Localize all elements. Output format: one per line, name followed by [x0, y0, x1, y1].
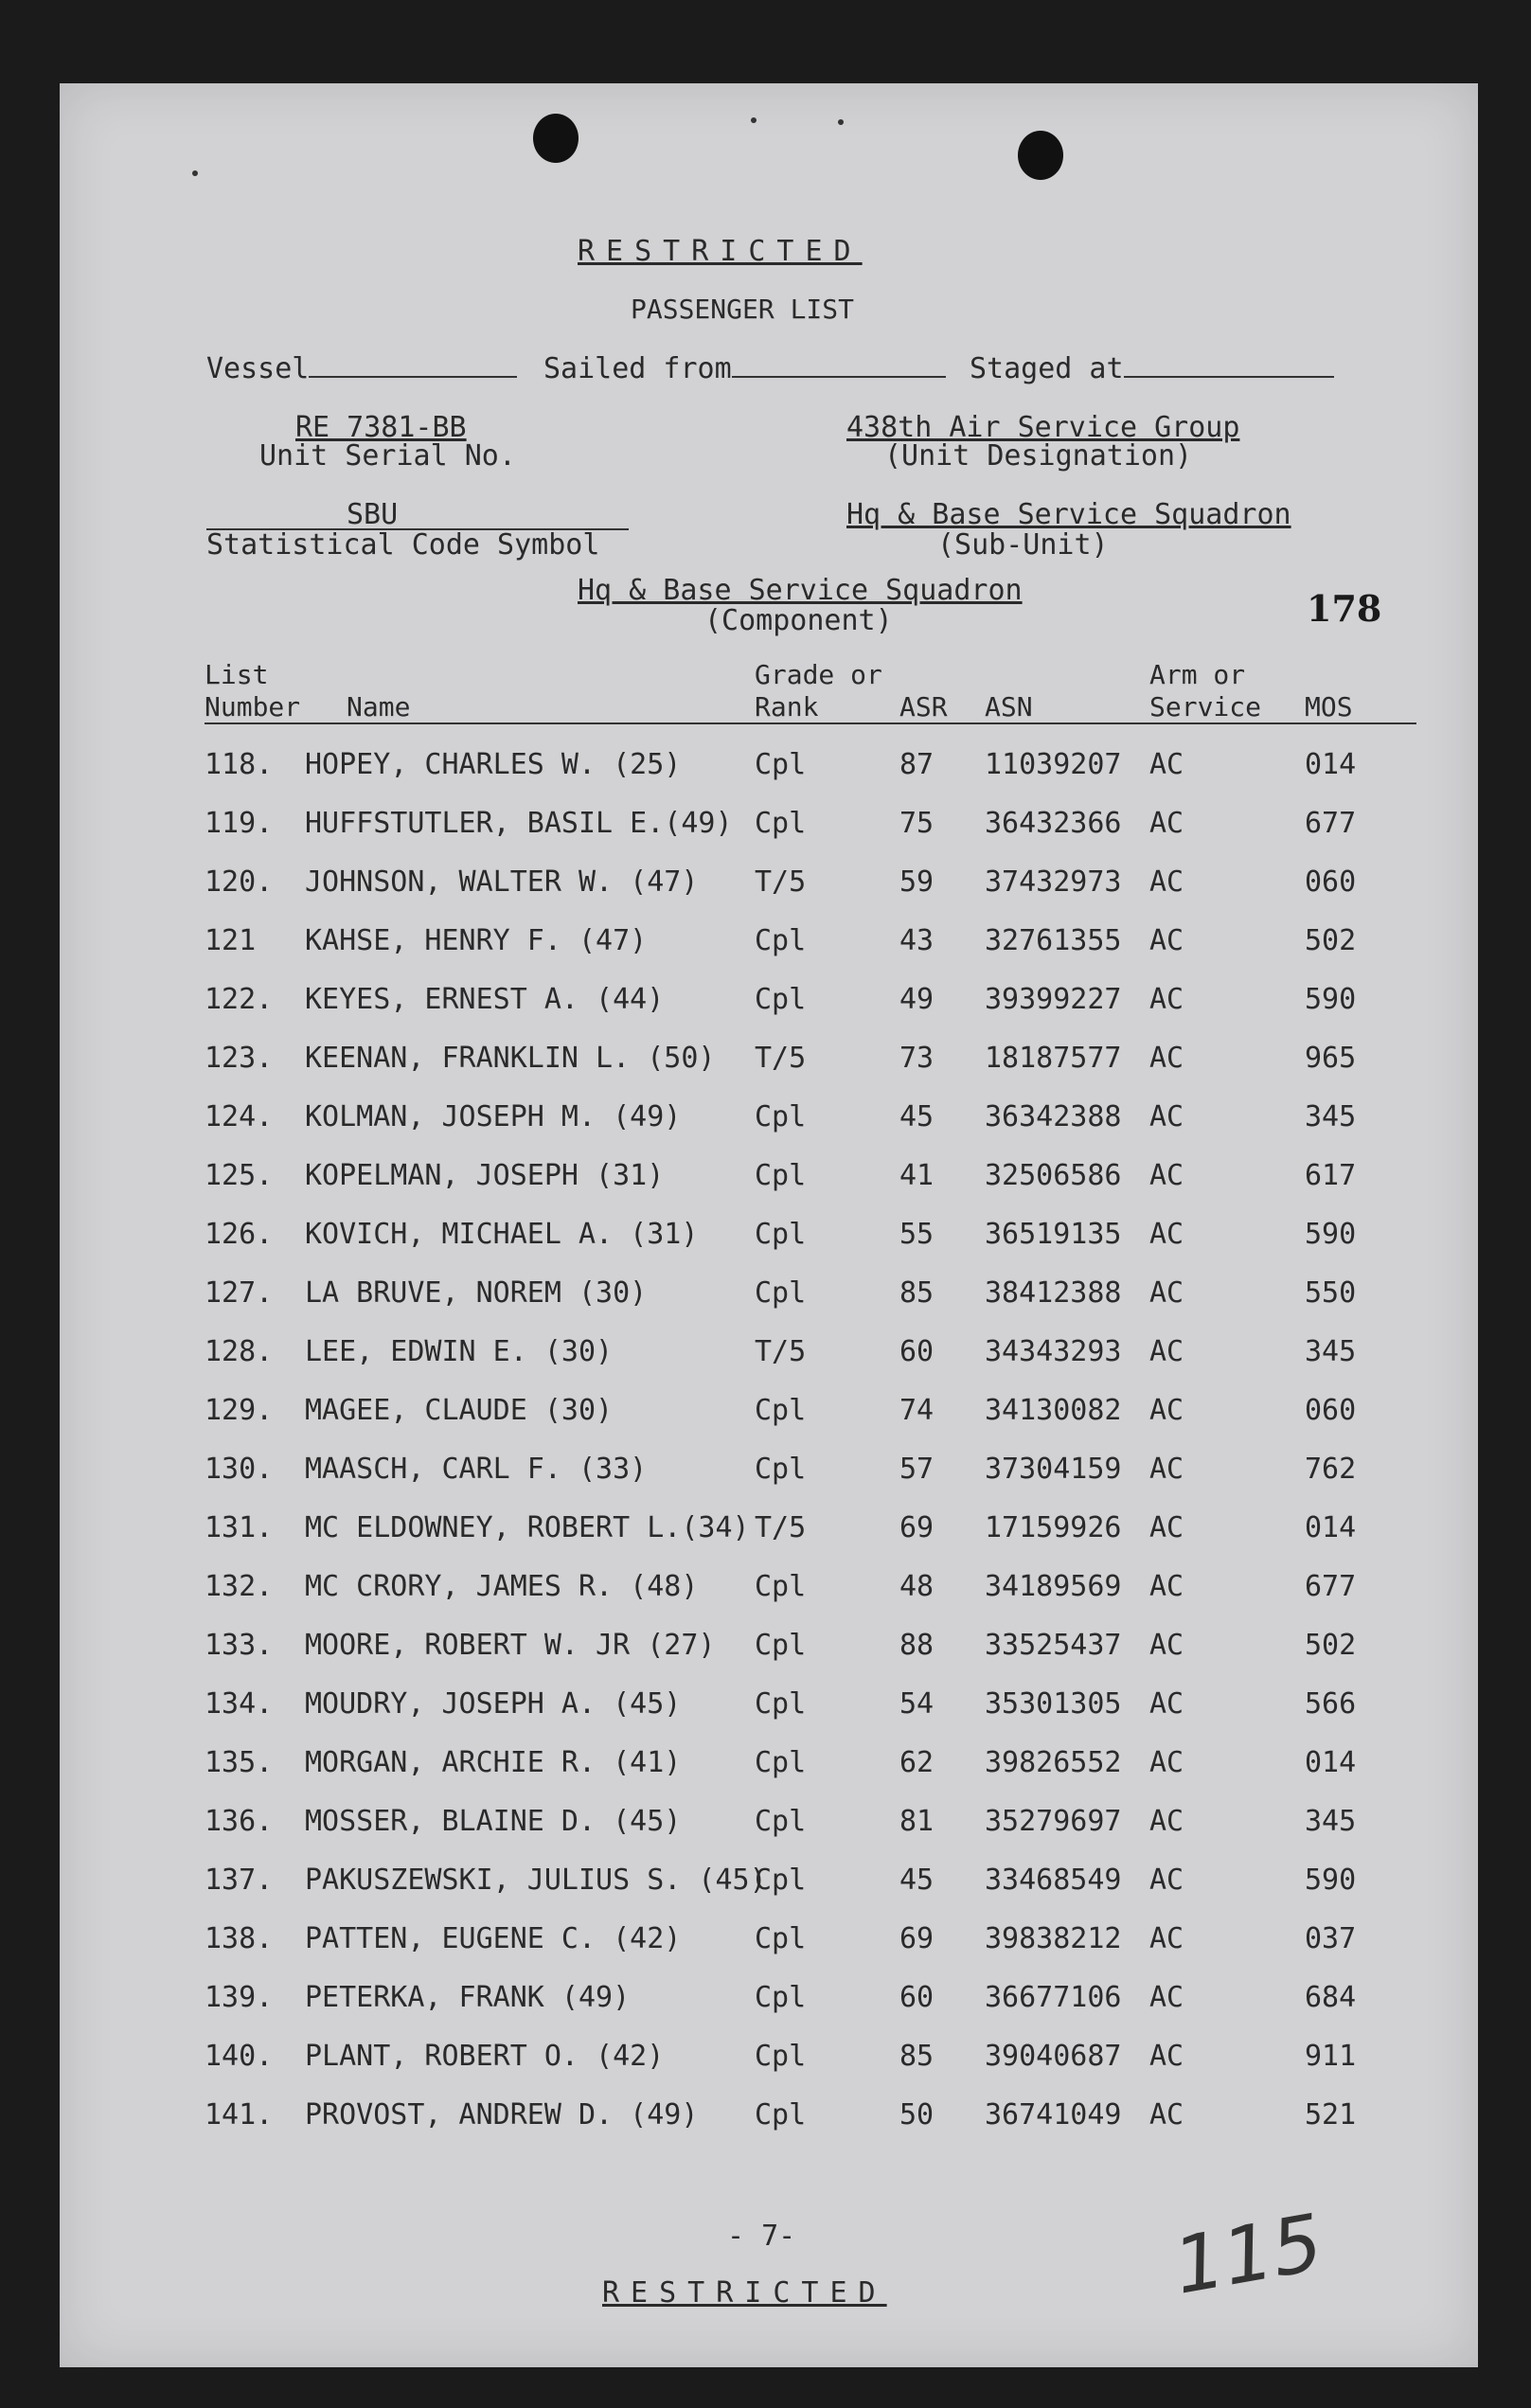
- rank-cell: Cpl: [755, 807, 807, 840]
- list-number-cell: 124.: [205, 1100, 274, 1133]
- mos-cell: 590: [1305, 1864, 1357, 1897]
- asr-cell: 69: [899, 1511, 935, 1544]
- asn-cell: 36519135: [985, 1218, 1122, 1251]
- arm-service-cell: AC: [1149, 1100, 1184, 1133]
- mos-cell: 550: [1305, 1276, 1357, 1310]
- rank-cell: Cpl: [755, 1570, 807, 1603]
- mos-cell: 060: [1305, 1394, 1357, 1427]
- staged-at-blank: [1124, 375, 1334, 378]
- table-row: [0, 1276, 1420, 1314]
- asr-cell: 60: [899, 1335, 935, 1368]
- table-row: [0, 2040, 1420, 2078]
- table-row: [0, 1981, 1420, 2019]
- arm-service-cell: AC: [1149, 983, 1184, 1016]
- asn-cell: 39826552: [985, 1746, 1122, 1779]
- list-number-cell: 138.: [205, 1922, 274, 1955]
- rank-cell: Cpl: [755, 1981, 807, 2014]
- asn-cell: 17159926: [985, 1511, 1122, 1544]
- name-cell: PETERKA, FRANK (49): [305, 1981, 631, 2014]
- header-name: Name: [347, 691, 411, 722]
- name-cell: KOLMAN, JOSEPH M. (49): [305, 1100, 682, 1133]
- table-row: [0, 1570, 1420, 1608]
- table-row: [0, 2098, 1420, 2136]
- asr-cell: 85: [899, 1276, 935, 1310]
- table-row: [0, 1335, 1420, 1373]
- arm-service-cell: AC: [1149, 2098, 1184, 2132]
- list-number-cell: 132.: [205, 1570, 274, 1603]
- punch-hole: [1018, 131, 1063, 180]
- name-cell: MORGAN, ARCHIE R. (41): [305, 1746, 682, 1779]
- asr-cell: 69: [899, 1922, 935, 1955]
- rank-cell: Cpl: [755, 1453, 807, 1486]
- name-cell: PLANT, ROBERT O. (42): [305, 2040, 665, 2073]
- unit-serial-value: RE 7381-BB: [295, 411, 467, 444]
- rank-cell: Cpl: [755, 1159, 807, 1192]
- list-number-cell: 134.: [205, 1687, 274, 1721]
- name-cell: HOPEY, CHARLES W. (25): [305, 748, 682, 781]
- arm-service-cell: AC: [1149, 1218, 1184, 1251]
- rank-cell: Cpl: [755, 2098, 807, 2132]
- unit-designation-value: 438th Air Service Group: [846, 411, 1240, 444]
- name-cell: KOVICH, MICHAEL A. (31): [305, 1218, 699, 1251]
- name-cell: MAASCH, CARL F. (33): [305, 1453, 648, 1486]
- list-number-cell: 118.: [205, 748, 274, 781]
- asr-cell: 48: [899, 1570, 935, 1603]
- asn-cell: 36677106: [985, 1981, 1122, 2014]
- table-row: [0, 1100, 1420, 1138]
- list-number-cell: 141.: [205, 2098, 274, 2132]
- asr-cell: 41: [899, 1159, 935, 1192]
- restricted-footer: RESTRICTED: [602, 2276, 887, 2310]
- asr-cell: 60: [899, 1981, 935, 2014]
- list-number-cell: 135.: [205, 1746, 274, 1779]
- arm-service-cell: AC: [1149, 1335, 1184, 1368]
- mos-cell: 965: [1305, 1042, 1357, 1075]
- component-value: Hq & Base Service Squadron: [578, 574, 1023, 607]
- table-row: [0, 1864, 1420, 1901]
- table-row: [0, 1922, 1420, 1960]
- name-cell: LEE, EDWIN E. (30): [305, 1335, 614, 1368]
- arm-service-cell: AC: [1149, 1922, 1184, 1955]
- staged-at-field: [970, 352, 1334, 385]
- arm-service-cell: AC: [1149, 1746, 1184, 1779]
- asr-cell: 74: [899, 1394, 935, 1427]
- asn-cell: 35301305: [985, 1687, 1122, 1721]
- name-cell: KOPELMAN, JOSEPH (31): [305, 1159, 665, 1192]
- sailed-from-label: Sailed from: [543, 352, 732, 385]
- table-row: [0, 1218, 1420, 1256]
- arm-service-cell: AC: [1149, 1570, 1184, 1603]
- list-number-cell: 126.: [205, 1218, 274, 1251]
- list-number-cell: 131.: [205, 1511, 274, 1544]
- asn-cell: 11039207: [985, 748, 1122, 781]
- asn-cell: 34189569: [985, 1570, 1122, 1603]
- list-number-cell: 139.: [205, 1981, 274, 2014]
- name-cell: MAGEE, CLAUDE (30): [305, 1394, 614, 1427]
- asn-cell: 39399227: [985, 983, 1122, 1016]
- asr-cell: 43: [899, 924, 935, 957]
- asr-cell: 85: [899, 2040, 935, 2073]
- list-number-cell: 125.: [205, 1159, 274, 1192]
- list-number-cell: 129.: [205, 1394, 274, 1427]
- arm-service-cell: AC: [1149, 1629, 1184, 1662]
- vessel-blank: [309, 375, 517, 378]
- rank-cell: Cpl: [755, 1100, 807, 1133]
- mos-cell: 762: [1305, 1453, 1357, 1486]
- table-row: [0, 1805, 1420, 1843]
- rank-cell: Cpl: [755, 924, 807, 957]
- asn-cell: 37432973: [985, 865, 1122, 899]
- asn-cell: 39838212: [985, 1922, 1122, 1955]
- asn-cell: 34343293: [985, 1335, 1122, 1368]
- name-cell: MOORE, ROBERT W. JR (27): [305, 1629, 716, 1662]
- stat-code-label: Statistical Code Symbol: [206, 528, 600, 562]
- table-row: [0, 1746, 1420, 1784]
- header-asr: ASR: [899, 691, 948, 722]
- header-arm-service: Arm or Service: [1149, 659, 1262, 722]
- asr-cell: 45: [899, 1864, 935, 1897]
- rank-cell: Cpl: [755, 1218, 807, 1251]
- table-row: [0, 1394, 1420, 1432]
- asn-cell: 18187577: [985, 1042, 1122, 1075]
- header-list-number: List Number: [205, 659, 301, 722]
- asn-cell: 33525437: [985, 1629, 1122, 1662]
- arm-service-cell: AC: [1149, 1805, 1184, 1838]
- mos-cell: 590: [1305, 1218, 1357, 1251]
- rank-cell: Cpl: [755, 1746, 807, 1779]
- asr-cell: 59: [899, 865, 935, 899]
- asr-cell: 54: [899, 1687, 935, 1721]
- sailed-from-field: [543, 352, 946, 385]
- rank-cell: Cpl: [755, 983, 807, 1016]
- sub-unit-value: Hq & Base Service Squadron: [846, 498, 1291, 531]
- mos-cell: 677: [1305, 1570, 1357, 1603]
- mos-cell: 014: [1305, 1746, 1357, 1779]
- asn-cell: 34130082: [985, 1394, 1122, 1427]
- sailed-from-blank: [732, 375, 946, 378]
- arm-service-cell: AC: [1149, 1511, 1184, 1544]
- rank-cell: Cpl: [755, 1864, 807, 1897]
- name-cell: MC CRORY, JAMES R. (48): [305, 1570, 699, 1603]
- name-cell: PROVOST, ANDREW D. (49): [305, 2098, 699, 2132]
- header-underline: [205, 722, 1416, 724]
- name-cell: HUFFSTUTLER, BASIL E.(49): [305, 807, 733, 840]
- name-cell: MOSSER, BLAINE D. (45): [305, 1805, 682, 1838]
- mos-cell: 345: [1305, 1100, 1357, 1133]
- asr-cell: 87: [899, 748, 935, 781]
- unit-designation-label: (Unit Designation): [884, 439, 1193, 473]
- table-row: [0, 1629, 1420, 1667]
- sub-unit-label: (Sub-Unit): [937, 528, 1109, 562]
- mos-cell: 521: [1305, 2098, 1357, 2132]
- asn-cell: 36342388: [985, 1100, 1122, 1133]
- asr-cell: 62: [899, 1746, 935, 1779]
- rank-cell: Cpl: [755, 2040, 807, 2073]
- mos-cell: 617: [1305, 1159, 1357, 1192]
- name-cell: JOHNSON, WALTER W. (47): [305, 865, 699, 899]
- stamp-number: 178: [1307, 587, 1382, 630]
- asn-cell: 32761355: [985, 924, 1122, 957]
- table-row: [0, 865, 1420, 903]
- name-cell: PAKUSZEWSKI, JULIUS S. (45): [305, 1864, 767, 1897]
- list-number-cell: 123.: [205, 1042, 274, 1075]
- arm-service-cell: AC: [1149, 1864, 1184, 1897]
- mos-cell: 060: [1305, 865, 1357, 899]
- punch-hole: [533, 114, 579, 163]
- list-number-cell: 127.: [205, 1276, 274, 1310]
- header-mos: MOS: [1305, 691, 1353, 722]
- arm-service-cell: AC: [1149, 1276, 1184, 1310]
- asr-cell: 57: [899, 1453, 935, 1486]
- list-number-cell: 133.: [205, 1629, 274, 1662]
- list-number-cell: 128.: [205, 1335, 274, 1368]
- mos-cell: 345: [1305, 1335, 1357, 1368]
- rank-cell: T/5: [755, 1511, 807, 1544]
- asr-cell: 50: [899, 2098, 935, 2132]
- speck: [751, 117, 757, 123]
- asn-cell: 36432366: [985, 807, 1122, 840]
- arm-service-cell: AC: [1149, 1981, 1184, 2014]
- list-number-cell: 122.: [205, 983, 274, 1016]
- header-asn: ASN: [985, 691, 1033, 722]
- name-cell: LA BRUVE, NOREM (30): [305, 1276, 648, 1310]
- list-number-cell: 140.: [205, 2040, 274, 2073]
- asr-cell: 88: [899, 1629, 935, 1662]
- table-row: [0, 1453, 1420, 1490]
- asn-cell: 38412388: [985, 1276, 1122, 1310]
- asr-cell: 73: [899, 1042, 935, 1075]
- rank-cell: T/5: [755, 1335, 807, 1368]
- asn-cell: 36741049: [985, 2098, 1122, 2132]
- rank-cell: Cpl: [755, 1629, 807, 1662]
- list-number-cell: 119.: [205, 807, 274, 840]
- list-number-cell: 137.: [205, 1864, 274, 1897]
- mos-cell: 345: [1305, 1805, 1357, 1838]
- speck: [838, 119, 844, 125]
- name-cell: MC ELDOWNEY, ROBERT L.(34): [305, 1511, 750, 1544]
- arm-service-cell: AC: [1149, 2040, 1184, 2073]
- rank-cell: Cpl: [755, 1805, 807, 1838]
- rank-cell: Cpl: [755, 748, 807, 781]
- mos-cell: 590: [1305, 983, 1357, 1016]
- asn-cell: 37304159: [985, 1453, 1122, 1486]
- component-label: (Component): [704, 604, 893, 637]
- arm-service-cell: AC: [1149, 924, 1184, 957]
- mos-cell: 014: [1305, 748, 1357, 781]
- arm-service-cell: AC: [1149, 1159, 1184, 1192]
- list-number-cell: 136.: [205, 1805, 274, 1838]
- mos-cell: 502: [1305, 924, 1357, 957]
- mos-cell: 566: [1305, 1687, 1357, 1721]
- list-number-cell: 130.: [205, 1453, 274, 1486]
- list-number-cell: 121: [205, 924, 257, 957]
- name-cell: KEYES, ERNEST A. (44): [305, 983, 665, 1016]
- arm-service-cell: AC: [1149, 1394, 1184, 1427]
- handwritten-note: 115: [1166, 2198, 1329, 2312]
- table-row: [0, 1687, 1420, 1725]
- arm-service-cell: AC: [1149, 1042, 1184, 1075]
- mos-cell: 677: [1305, 807, 1357, 840]
- rank-cell: T/5: [755, 1042, 807, 1075]
- page-number: - 7-: [727, 2220, 796, 2253]
- rank-cell: T/5: [755, 865, 807, 899]
- arm-service-cell: AC: [1149, 865, 1184, 899]
- stat-code-value: SBU: [347, 498, 399, 531]
- arm-service-cell: AC: [1149, 807, 1184, 840]
- asn-cell: 39040687: [985, 2040, 1122, 2073]
- asn-cell: 32506586: [985, 1159, 1122, 1192]
- name-cell: KEENAN, FRANKLIN L. (50): [305, 1042, 716, 1075]
- name-cell: KAHSE, HENRY F. (47): [305, 924, 648, 957]
- mos-cell: 684: [1305, 1981, 1357, 2014]
- arm-service-cell: AC: [1149, 1687, 1184, 1721]
- asr-cell: 49: [899, 983, 935, 1016]
- vessel-label: Vessel: [206, 352, 310, 385]
- table-row: [0, 983, 1420, 1021]
- asr-cell: 55: [899, 1218, 935, 1251]
- table-row: [0, 1042, 1420, 1079]
- staged-at-label: Staged at: [970, 352, 1124, 385]
- name-cell: PATTEN, EUGENE C. (42): [305, 1922, 682, 1955]
- rank-cell: Cpl: [755, 1394, 807, 1427]
- asr-cell: 81: [899, 1805, 935, 1838]
- asr-cell: 75: [899, 807, 935, 840]
- rank-cell: Cpl: [755, 1922, 807, 1955]
- table-row: [0, 1511, 1420, 1549]
- table-row: [0, 807, 1420, 845]
- unit-serial-label: Unit Serial No.: [259, 439, 516, 473]
- asn-cell: 35279697: [985, 1805, 1122, 1838]
- vessel-field: [206, 352, 517, 385]
- arm-service-cell: AC: [1149, 748, 1184, 781]
- mos-cell: 014: [1305, 1511, 1357, 1544]
- mos-cell: 502: [1305, 1629, 1357, 1662]
- mos-cell: 911: [1305, 2040, 1357, 2073]
- mos-cell: 037: [1305, 1922, 1357, 1955]
- speck: [192, 170, 198, 176]
- arm-service-cell: AC: [1149, 1453, 1184, 1486]
- list-number-cell: 120.: [205, 865, 274, 899]
- rank-cell: Cpl: [755, 1276, 807, 1310]
- asr-cell: 45: [899, 1100, 935, 1133]
- header-grade: Grade or Rank: [755, 659, 882, 722]
- rank-cell: Cpl: [755, 1687, 807, 1721]
- table-row: [0, 924, 1420, 962]
- name-cell: MOUDRY, JOSEPH A. (45): [305, 1687, 682, 1721]
- document-title: PASSENGER LIST: [631, 294, 855, 325]
- table-row: [0, 1159, 1420, 1197]
- table-row: [0, 748, 1420, 786]
- restricted-header: RESTRICTED: [578, 235, 863, 268]
- asn-cell: 33468549: [985, 1864, 1122, 1897]
